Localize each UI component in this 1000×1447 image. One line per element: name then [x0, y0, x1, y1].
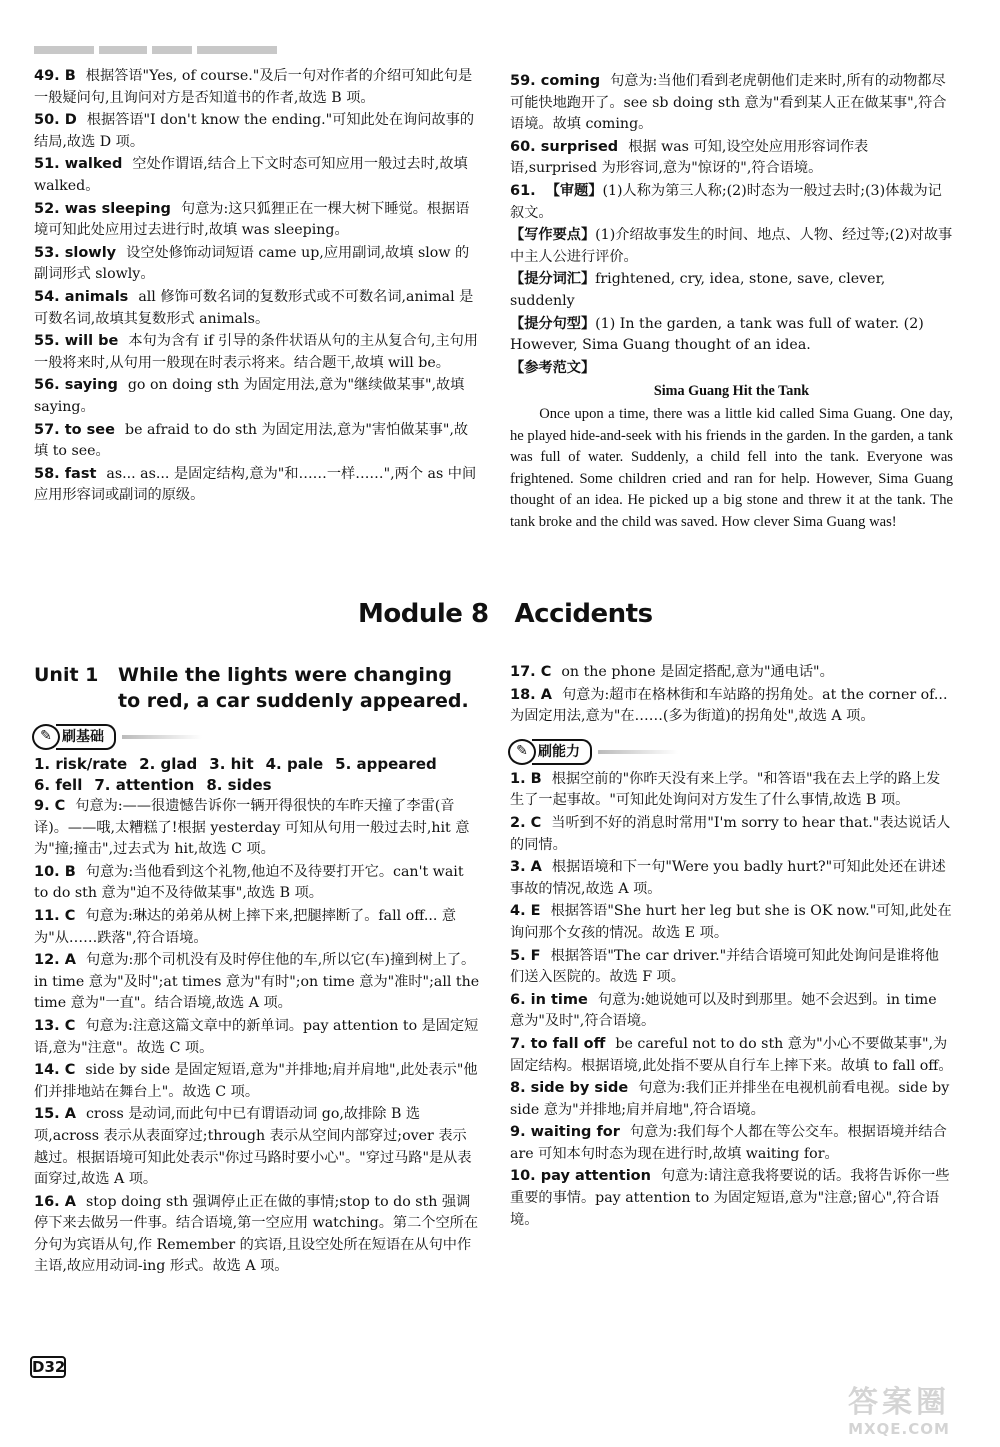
item-explanation: all 修饰可数名词的复数形式或不可数名词,animal 是可数名词,故填其复数形式 animals。	[34, 288, 474, 327]
answer-item	[510, 901, 953, 944]
basic-answer: 3. hit	[209, 755, 254, 773]
basic-answer: 1. risk/rate	[34, 755, 128, 773]
answer-item	[34, 287, 480, 330]
item-explanation: 当听到不好的消息时常用"I'm sorry to hear that."表达说话人的同情。	[510, 814, 951, 853]
item-number: 60. surprised	[510, 138, 619, 155]
section-badge-basic	[32, 724, 202, 750]
answers-column-top-right	[510, 71, 953, 533]
pencil-icon: ✎	[508, 739, 536, 765]
points-label: 【写作要点】	[510, 227, 596, 244]
answer-item	[510, 1034, 953, 1077]
answer-item	[510, 1122, 953, 1165]
answer-item	[510, 769, 953, 812]
item-number: 18. A	[510, 686, 552, 703]
item-explanation: 句意为:我们每个人都在等公交车。根据语境并结合 are 可知本句时态为现在进行时,故填 waiting for。	[510, 1124, 947, 1162]
answer-item	[510, 1166, 953, 1231]
answers-column-bottom-left	[34, 662, 480, 1279]
item-number: 61.	[510, 182, 536, 199]
header-bar	[34, 40, 314, 54]
unit-label: Unit 1	[34, 664, 99, 686]
item-explanation: cross 是动词,而此句中已有谓语动词 go,故排除 B 选项,across 表示从表面穿过;through 表示从空间内部穿过;over 表示越过。根据语境可知此处表示"你过马路时要小心"。"穿过马路"是从表面穿过,故选 A 项。	[34, 1106, 472, 1188]
review-label: 【审题】	[545, 182, 603, 199]
item-number: 5. F	[510, 947, 541, 964]
answer-item	[34, 66, 480, 109]
item-explanation: 句意为:——很遗憾告诉你一辆开得很快的车昨天撞了李雷(音译)。——哦,太糟糕了!根据 yesterday 可知从句用一般过去时,hit 意为"撞;撞击",过去式为 hit,故选 C 项。	[34, 798, 470, 858]
item-number: 50. D	[34, 112, 77, 129]
item-number: 14. C	[34, 1062, 76, 1079]
item-number: 9. waiting for	[510, 1124, 620, 1141]
answer-item	[510, 71, 953, 136]
item-explanation: 空处作谓语,结合上下文时态可知应用一般过去时,故填 walked。	[34, 156, 468, 194]
item-explanation: 句意为:她说她可以及时到那里。她不会迟到。in time 意为"及时",符合语境。	[510, 991, 937, 1030]
review-text: (1)人称为第三人称;(2)时态为一般过去时;(3)体裁为记叙文。	[510, 182, 942, 221]
item-number: 9. C	[34, 798, 66, 814]
module-name: Accidents	[514, 599, 653, 629]
item-explanation: 根据答语"She hurt her leg but she is OK now."可知,此处在询问那个女孩的情况。故选 E 项。	[510, 903, 952, 941]
answer-item	[510, 685, 953, 728]
item-explanation: 根据答语"I don't know the ending."可知此处在询问故事的结局,故选 D 项。	[34, 112, 475, 150]
answer-item	[510, 662, 953, 684]
answer-item	[34, 199, 480, 242]
essay-body: Once upon a time, there was a little kid called Sima Guang. One day, he played hide-and-seek with his friends in the garden. In the garden, a tank was full of water. Suddenly, a child fell into the tank. Everyone was frightened. Some children cried and ran for help. However, Sima Guang thought of an idea. He picked up a big stone and threw it at the tank. The tank broke and the child was saved. How clever Sima Guang was!	[510, 405, 953, 530]
item-number: 10. B	[34, 863, 76, 880]
item-explanation: side by side 是固定短语,意为"并排地;肩并肩地",此处表示"他们并排地站在舞台上"。故选 C 项。	[34, 1062, 478, 1100]
item-number: 16. A	[34, 1193, 76, 1210]
answer-item	[510, 1078, 953, 1121]
item-explanation: 根据答语"The car driver."并结合语境可知此处询问是谁将他们送入医院的。故选 F 项。	[510, 947, 939, 986]
item-number: 8. side by side	[510, 1080, 629, 1097]
answer-item	[34, 243, 480, 286]
words-label: 【提分词汇】	[510, 271, 596, 288]
item-number: 56. saying	[34, 377, 118, 394]
answers-column-bottom-right	[510, 662, 953, 1232]
site-watermark-logo: 答案圈 MXQE.COM	[848, 1385, 950, 1438]
answer-item	[34, 420, 480, 463]
item-explanation: on the phone 是固定搭配,意为"通电话"。	[561, 664, 834, 680]
item-explanation: 句意为:当他们看到老虎朝他们走来时,所有的动物都尽可能快地跑开了。see sb doing sth 意为"看到某人正在做某事",符合语境。故填 coming。	[510, 73, 947, 133]
answer-item	[34, 796, 480, 861]
item-number: 6. in time	[510, 991, 588, 1008]
words-text: frightened, cry, idea, stone, save, clever, suddenly	[510, 271, 886, 309]
sample-label: 【参考范文】	[510, 359, 596, 376]
basic-answer: 4. pale	[265, 755, 324, 773]
item-explanation: go on doing sth 为固定用法,意为"继续做某事",故填 saying。	[34, 377, 465, 415]
item-number: 17. C	[510, 664, 552, 680]
item-number: 2. C	[510, 814, 542, 831]
item-number: 10. pay attention	[510, 1168, 651, 1185]
writing-sample	[510, 358, 953, 380]
section-label: 刷基础	[56, 724, 116, 750]
sentences-label: 【提分句型】	[510, 315, 596, 332]
writing-words	[510, 269, 953, 312]
item-number: 54. animals	[34, 288, 129, 305]
item-number: 11. C	[34, 907, 76, 924]
answer-item	[34, 331, 480, 374]
pencil-icon: ✎	[32, 724, 60, 750]
item-explanation: stop doing sth 强调停止正在做的事情;stop to do sth 强调停下来去做另一件事。结合语境,第一空应用 watching。第二个空所在分句为宾语从句,作 Remember 的宾语,且设空处所在短语在从句中作主语,故应用动词-ing 形式。故选 A 项。	[34, 1193, 479, 1275]
item-explanation: 根据答语"Yes, of course."及后一句对作者的介绍可知此句是一般疑问句,且询问对方是否知道书的作者,故选 B 项。	[34, 68, 473, 106]
item-explanation: 根据 was 可知,设空处应用形容词作表语,surprised 为形容词,意为"惊讶的",符合语境。	[510, 138, 869, 177]
item-number: 57. to see	[34, 421, 115, 438]
section-badge-ability	[508, 739, 678, 765]
unit-heading	[34, 662, 480, 714]
item-explanation: 句意为:当他看到这个礼物,他迫不及待要打开它。can't wait to do sth 意为"迫不及待做某事",故选 B 项。	[34, 863, 464, 902]
item-number: 52. was sleeping	[34, 200, 171, 217]
answer-item	[34, 110, 480, 153]
answer-item	[34, 1104, 480, 1190]
answer-item	[510, 990, 953, 1033]
item-number: 53. slowly	[34, 244, 117, 261]
item-number: 1. B	[510, 770, 542, 787]
basic-answer: 6. fell	[34, 776, 83, 794]
item-number: 59. coming	[510, 73, 601, 89]
item-explanation: 句意为:注意这篇文章中的新单词。pay attention to 是固定短语,意为"注意"。故选 C 项。	[34, 1017, 479, 1056]
item-explanation: 句意为:请注意我将要说的话。我将告诉你一些重要的事情。pay attention to 为固定短语,意为"注意;留心",符合语境。	[510, 1168, 950, 1228]
item-explanation: 句意为:那个司机没有及时停住他的车,所以它(车)撞到树上了。in time 意为"及时";at times 意为"有时";on time 意为"准时";all the time 意为"一直"。结合语境,故选 A 项。	[34, 952, 480, 1012]
answer-item	[34, 1192, 480, 1278]
unit-title: While the lights were changing to red, a car suddenly appeared.	[118, 664, 469, 712]
writing-sentences	[510, 314, 953, 357]
item-explanation: 设空处修饰动词短语 came up,应用副词,故填 slow 的副词形式 slowly。	[34, 244, 470, 283]
answer-item	[510, 137, 953, 180]
basic-answer: 7. attention	[94, 776, 195, 794]
item-number: 15. A	[34, 1106, 76, 1123]
answer-item	[34, 950, 480, 1015]
item-number: 55. will be	[34, 333, 119, 350]
item-explanation: 本句为含有 if 引导的条件状语从句的主从复合句,主句用一般将来时,从句用一般现在时表示将来。结合题干,故填 will be。	[34, 333, 478, 371]
item-number: 13. C	[34, 1017, 76, 1034]
basic-answer: 8. sides	[206, 776, 272, 794]
sentences-text: (1) In the garden, a tank was full of water. (2) However, Sima Guang thought of an idea.	[510, 315, 924, 354]
item-explanation: 句意为:超市在格林街和车站路的拐角处。at the corner of... 为固定用法,意为"在……(多为街道)的拐角处",故选 A 项。	[510, 686, 948, 725]
answer-item	[34, 464, 480, 507]
item-number: 3. A	[510, 859, 542, 876]
item-number: 58. fast	[34, 465, 97, 482]
answer-item	[34, 1016, 480, 1059]
item-number: 51. walked	[34, 156, 123, 173]
answer-item	[34, 154, 480, 197]
item-explanation: 句意为:琳达的弟弟从树上摔下来,把腿摔断了。fall off... 意为"从……跌落",符合语境。	[34, 907, 457, 946]
answers-column-top-left	[34, 66, 480, 508]
basic-answer: 5. appeared	[335, 755, 437, 773]
item-number: 49. B	[34, 68, 76, 84]
item-number: 7. to fall off	[510, 1035, 606, 1052]
answer-item	[510, 857, 953, 900]
basic-answers-row1	[34, 754, 480, 775]
answer-item	[34, 1060, 480, 1103]
item-explanation: be afraid to do sth 为固定用法,意为"害怕做某事",故填 to see。	[34, 421, 469, 460]
essay-title: Sima Guang Hit the Tank	[653, 383, 810, 400]
item-explanation: 根据空前的"你昨天没有来上学。"和答语"我在去上学的路上发生了一起事故。"可知此处询问对方发生了什么事情,故选 B 项。	[510, 770, 941, 809]
module-heading	[358, 599, 958, 629]
item-explanation: 根据语境和下一句"Were you badly hurt?"可知此处还在讲述事故的情况,故选 A 项。	[510, 859, 946, 897]
answer-item	[510, 946, 953, 989]
page-number: D32	[32, 1358, 66, 1376]
points-text: (1)介绍故事发生的时间、地点、人物、经过等;(2)对故事中主人公进行评价。	[510, 227, 953, 265]
basic-answer: 2. glad	[139, 755, 198, 773]
answer-item	[34, 375, 480, 418]
basic-answers-row2	[34, 775, 480, 796]
module-number: Module 8	[358, 599, 489, 629]
item-explanation: be careful not to do sth 意为"小心不要做某事",为固定结构。根据语境,此处指不要从自行车上摔下来。故填 to fall off。	[510, 1035, 953, 1074]
answer-item	[34, 862, 480, 905]
item-number: 12. A	[34, 952, 76, 969]
writing-item	[510, 181, 953, 224]
answer-item	[34, 906, 480, 949]
item-explanation: as... as... 是固定结构,意为"和……一样……",两个 as 中间应用形容词或副词的原级。	[34, 465, 477, 504]
section-label: 刷能力	[532, 739, 592, 765]
item-number: 4. E	[510, 903, 541, 920]
item-explanation: 句意为:我们正并排坐在电视机前看电视。side by side 意为"并排地;肩并肩地",符合语境。	[510, 1080, 950, 1118]
writing-points	[510, 225, 953, 268]
item-explanation: 句意为:这只狐狸正在一棵大树下睡觉。根据语境可知此处应用过去进行时,故填 was sleeping。	[34, 200, 470, 239]
answer-item	[510, 813, 953, 856]
